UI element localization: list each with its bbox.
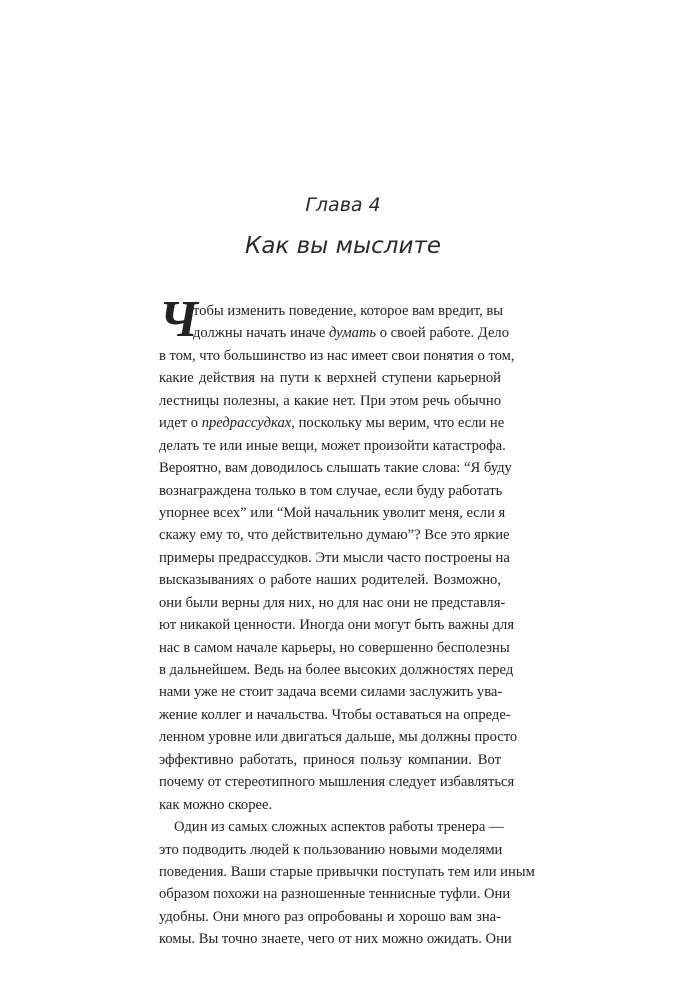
italic-word: предрассудках: [201, 415, 292, 432]
text-line: [159, 322, 509, 344]
text-line: почему от стереотипного мышления следует избавляться: [159, 774, 515, 791]
text-line: эффективно работать, принося пользу компании. Вот: [159, 751, 501, 768]
text-line: скажу ему то, что действительно думаю”? Все это яркие: [159, 527, 510, 544]
italic-word: думать: [328, 325, 377, 342]
text-line: тобы изменить поведение, которое вам вредит, вы: [193, 303, 504, 319]
chapter-number: Глава 4: [305, 194, 381, 216]
paragraph-2: [159, 816, 535, 951]
text-line: поведения. Ваши старые привычки поступать тем или иным: [159, 863, 535, 880]
text-line: примеры предрассудков. Эти мысли часто построены на: [159, 549, 510, 566]
text-line: Один из самых сложных аспектов работы тренера —: [174, 819, 504, 836]
text-line: Вероятно, вам доводилось слышать такие слова: “Я буду: [159, 460, 512, 477]
body-text: [159, 291, 535, 951]
text-line: как можно скорее.: [159, 796, 273, 813]
paragraph-1: [159, 291, 518, 816]
text-line: какие действия на пути к верхней ступени карьерной: [159, 370, 501, 387]
text-line: в том, что большинство из нас имеет свои понятия о том,: [159, 347, 515, 364]
text-fragment: о своей работе. Дело: [376, 325, 509, 342]
text-line: комы. Вы точно знаете, чего от них можно ожидать. Они: [159, 931, 512, 948]
text-line: ют никакой ценности. Иногда они могут быть важны для: [159, 617, 515, 634]
text-line: это подводить людей к пользованию новыми моделями: [159, 841, 503, 858]
text-line: в дальнейшем. Ведь на более высоких должностях перед: [159, 662, 514, 678]
text-line: они были верны для них, но для нас они не представля-: [159, 594, 506, 611]
drop-cap: Ч: [159, 291, 198, 348]
text-line: нами уже не стоит задача всеми силами заслужить ува-: [159, 684, 503, 701]
text-line: вознаграждена только в том случае, если буду работать: [159, 482, 503, 499]
text-line: [159, 412, 505, 434]
text-fragment: , поскольку мы верим, что если не: [291, 415, 505, 432]
text-line: удобны. Они много раз опробованы и хорошо вам зна-: [159, 908, 501, 925]
text-line: упорнее всех” или “Мой начальник уволит меня, если я: [159, 504, 506, 521]
text-line: лестницы полезны, а какие нет. При этом речь обычно: [159, 392, 501, 409]
text-line: нас в самом начале карьеры, но совершенно бесполезны: [159, 639, 510, 656]
text-line: делать те или иные вещи, может произойти катастрофа.: [159, 437, 506, 454]
text-line: ленном уровне или двигаться дальше, мы должны просто: [159, 729, 518, 746]
text-fragment: должны начать иначе: [193, 325, 329, 342]
text-line: жение коллег и начальства. Чтобы оставаться на опреде-: [159, 706, 511, 723]
chapter-title: Как вы мыслите: [244, 233, 441, 259]
text-line: высказываниях о работе наших родителей. Возможно,: [159, 572, 501, 589]
text-fragment: идет о: [159, 415, 202, 432]
text-line: образом похожи на разношенные теннисные туфли. Они: [159, 886, 511, 903]
